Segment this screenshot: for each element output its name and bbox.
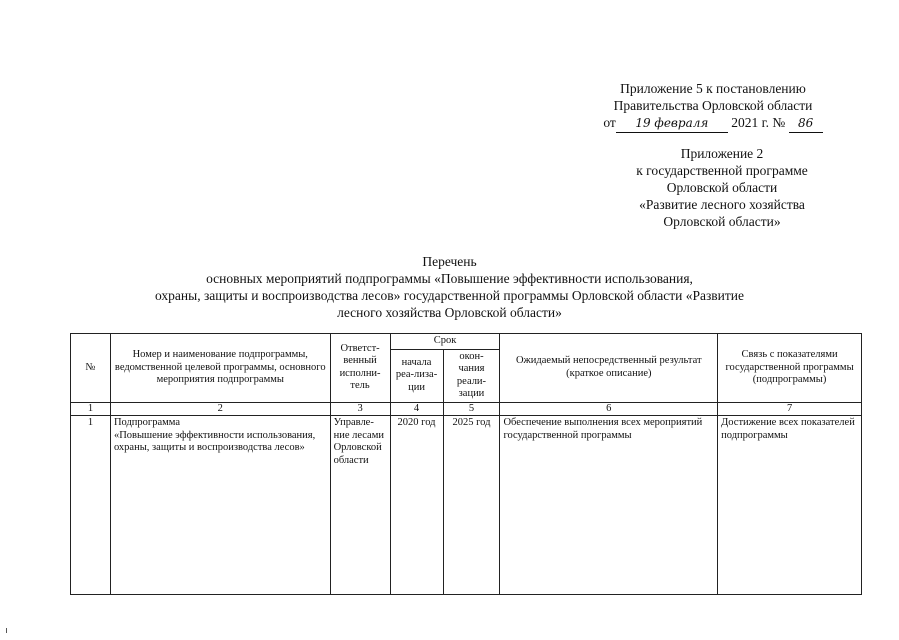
title-line4: лесного хозяйства Орловской области» [337,305,562,320]
title-line1: Перечень [422,254,477,269]
column-number: 4 [390,402,443,416]
row-start: 2020 год [390,416,443,595]
row-end: 2025 год [443,416,500,595]
header-num: № [71,334,111,403]
appendix-program-line2: к государственной программе [636,163,808,178]
header-term: Срок [390,334,500,350]
scan-mark [6,628,7,633]
table-row [71,416,862,595]
appendix-program-line4: «Развитие лесного хозяйства [639,197,805,212]
header-start: начала реа-лиза-ции [390,349,443,402]
column-number: 6 [500,402,718,416]
row-responsible: Управле-ние лесами Орловской области [330,416,390,595]
appendix-resolution-line3 [583,114,843,133]
appendix-program-block [617,145,827,230]
column-number: 7 [718,402,862,416]
header-end: окон-чания реали-зации [443,349,500,402]
column-number: 3 [330,402,390,416]
appendix-resolution-line2: Правительства Орловской области [613,98,813,113]
row-name-line1: Подпрограмма [113,417,181,428]
column-number: 5 [443,402,500,416]
row-result: Обеспечение выполнения всех мероприятий государственной программы [500,416,718,595]
appendix-program-line1: Приложение 2 [680,146,764,161]
header-responsible: Ответст-венный исполни-тель [330,334,390,403]
measures-table [70,333,862,595]
column-number: 2 [110,402,330,416]
date-prefix: от [603,115,616,130]
year-and-number-label: 2021 г. № [731,115,786,130]
title-line2: основных мероприятий подпрограммы «Повышение эффективности использования, [206,271,693,286]
row-num: 1 [71,416,111,595]
handwritten-date: 19 февраля [616,115,728,133]
row-link: Достижение всех показателей подпрограммы [718,416,862,595]
appendix-resolution-block [583,80,843,133]
row-name [110,416,330,595]
appendix-resolution-line1: Приложение 5 к постановлению [620,81,806,96]
column-numbers-row [71,402,862,416]
header-result: Ожидаемый непосредственный результат (краткое описание) [500,334,718,403]
document-title [0,253,899,321]
appendix-program-line5: Орловской области» [663,214,781,229]
appendix-program-line3: Орловской области [666,180,778,195]
row-name-line2: «Повышение эффективности использования, охраны, защиты и воспроизводства лесов» [113,429,316,453]
handwritten-number: 86 [789,115,823,133]
title-line3: охраны, защиты и воспроизводства лесов» государственной программы Орловской области «Развитие [155,288,744,303]
header-link: Связь с показателями государственной программы (подпрограммы) [718,334,862,403]
column-number: 1 [71,402,111,416]
header-name: Номер и наименование подпрограммы, ведомственной целевой программы, основного мероприятия подпрограммы [110,334,330,403]
